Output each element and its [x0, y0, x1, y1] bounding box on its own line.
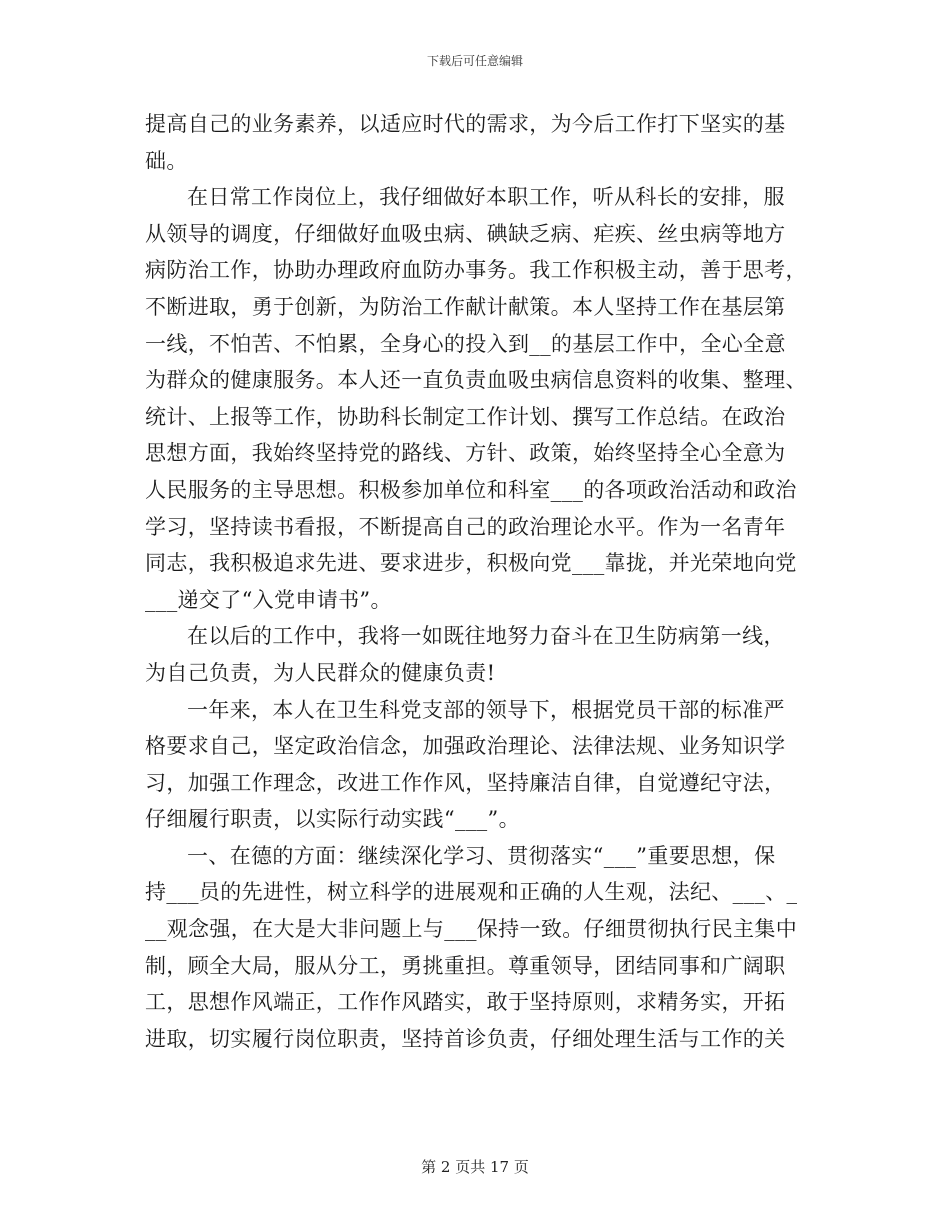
document-body	[145, 106, 810, 1057]
text-line: 为群众的健康服务。本人还一直负责血吸虫病信息资料的收集、整理、	[145, 368, 807, 393]
text-line: 人民服务的主导思想。积极参加单位和科室___的各项政治活动和政治	[145, 477, 797, 502]
text-line: 工，思想作风端正，工作作风踏实，敢于坚持原则，求精务实，开拓	[145, 990, 786, 1015]
text-line: 同志，我积极追求先进、要求进步，积极向党___靠拢，并光荣地向党	[145, 551, 797, 576]
text-line: 习，加强工作理念，改进工作作风，坚持廉洁自律，自觉遵纪守法，	[145, 770, 786, 795]
text-line: 为自己负责，为人民群众的健康负责!	[145, 660, 496, 685]
page-number-footer: 第 2 页共 17 页	[421, 1158, 529, 1176]
text-line: 一线，不怕苦、不怕累，全身心的投入到__的基层工作中，全心全意	[145, 331, 786, 356]
text-line: 提高自己的业务素养，以适应时代的需求，为今后工作打下坚实的基	[145, 112, 786, 136]
text-line: 不断进取，勇于创新，为防治工作献计献策。本人坚持工作在基层第	[145, 294, 786, 319]
text-line: ___递交了“入党申请书”。	[145, 587, 392, 612]
text-line: 础。	[145, 148, 188, 173]
paragraph-start-line: 一年来，本人在卫生科党支部的领导下，根据党员干部的标准严	[187, 697, 785, 722]
text-line: 制，顾全大局，服从分工，勇挑重担。尊重领导，团结同事和广阔职	[145, 953, 786, 978]
text-line: __观念强，在大是大非问题上与___保持一致。仔细贯彻执行民主集中	[145, 917, 798, 942]
text-line: 思想方面，我始终坚持党的路线、方针、政策，始终坚持全心全意为	[145, 441, 786, 466]
paragraph-start-line: 在以后的工作中，我将一如既往地努力奋斗在卫生防病第一线，	[187, 624, 785, 649]
page-header: 下载后可任意编辑	[426, 54, 523, 68]
paragraph-start-line: 在日常工作岗位上，我仔细做好本职工作，听从科长的安排，服	[187, 185, 785, 210]
text-line: 仔细履行职责，以实际行动实践“___”。	[145, 807, 520, 832]
paragraph-start-line: 一、在德的方面：继续深化学习、贯彻落实“___”重要思想，保	[187, 843, 776, 868]
text-line: 统计、上报等工作，协助科长制定工作计划、撰写工作总结。在政治	[145, 404, 786, 429]
text-line: 学习，坚持读书看报，不断提高自己的政治理论水平。作为一名青年	[145, 514, 786, 539]
text-line: 进取，切实履行岗位职责，坚持首诊负责，仔细处理生活与工作的关	[145, 1026, 786, 1051]
text-line: 持___员的先进性，树立科学的进展观和正确的人生观，法纪、___、_	[145, 880, 798, 905]
text-line: 从领导的调度，仔细做好血吸虫病、碘缺乏病、疟疾、丝虫病等地方	[145, 221, 786, 246]
text-line: 病防治工作，协助办理政府血防办事务。我工作积极主动，善于思考，	[145, 258, 807, 283]
text-line: 格要求自己，坚定政治信念，加强政治理论、法律法规、业务知识学	[145, 734, 786, 759]
